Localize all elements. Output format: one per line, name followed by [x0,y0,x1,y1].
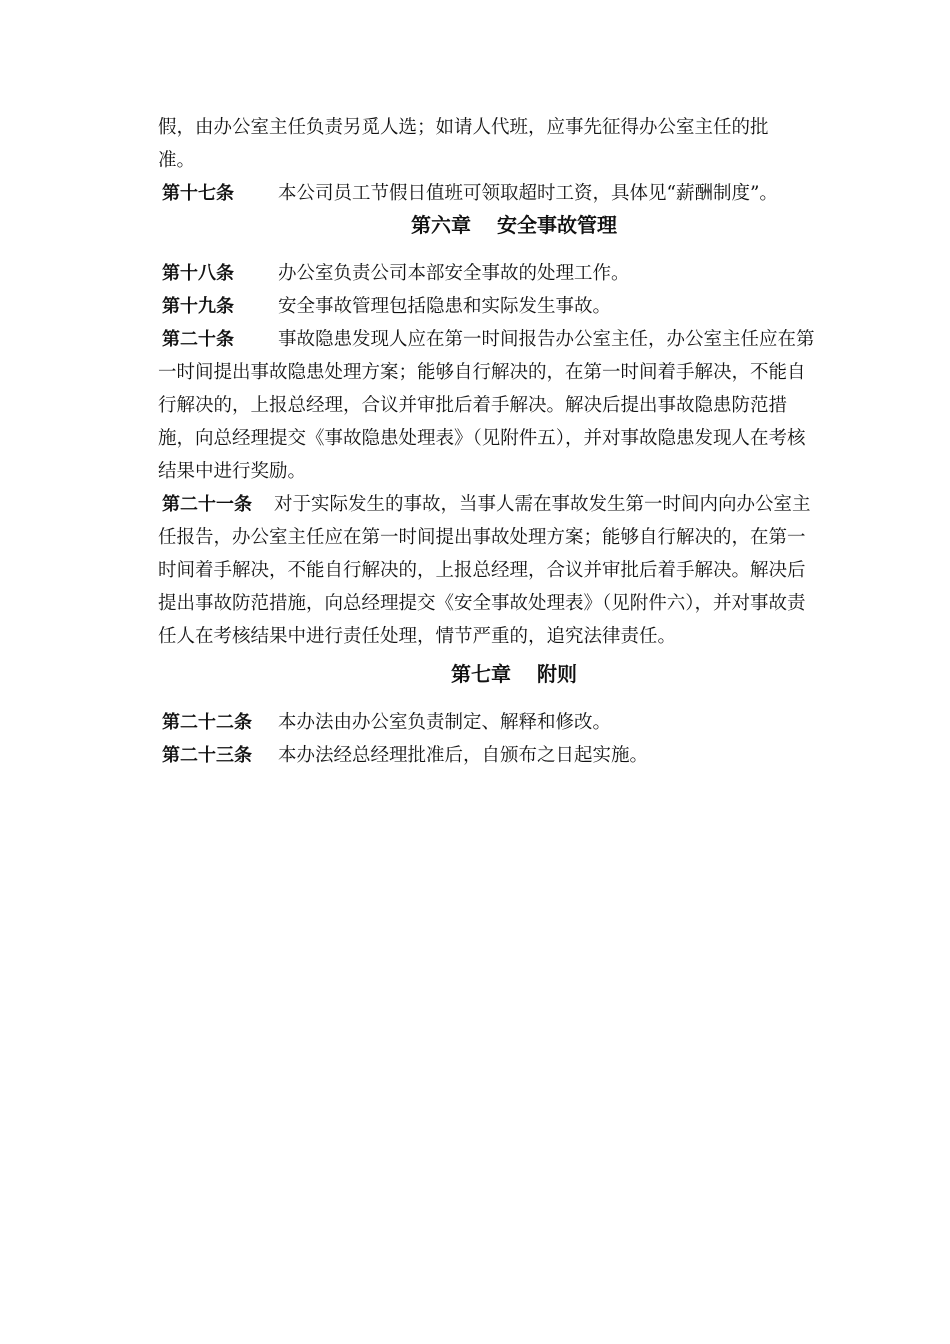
chapter-title: 安全事故管理 [497,213,617,237]
article-18 [158,257,818,290]
article-text: 对于实际发生的事故，当事人需在事故发生第一时间内向办公室主任报告，办公室主任应在第一时间提出事故处理方案；能够自行解决的，在第一时间着手解决，不能自行解决的，上报总经理，合议并审批后着手解决。解决后提出事故防范措施，向总经理提交《安全事故处理表》（见附件六），并对事故责任人在考核结果中进行责任处理，情节严重的，追究法律责任。 [158,494,811,647]
article-text: 办公室负责公司本部安全事故的处理工作。 [278,263,630,284]
article-22 [158,706,818,739]
article-text: 本办法经总经理批准后，自颁布之日起实施。 [278,745,649,766]
chapter-6-heading [154,210,874,240]
continuation-line-1: 假，由办公室主任负责另觅人选；如请人代班，应事先征得办公室主任的批 [158,117,769,138]
continuation-paragraph [158,111,818,177]
article-number: 第十九条 [162,296,234,317]
chapter-title: 附则 [537,662,577,686]
article-number: 第二十条 [162,329,234,350]
chapter-number: 第六章 [411,213,471,237]
article-number: 第十八条 [162,263,234,284]
article-number: 第二十三条 [162,745,252,766]
article-number: 第十七条 [162,183,234,204]
article-text: 安全事故管理包括隐患和实际发生事故。 [278,296,612,317]
article-number: 第二十二条 [162,712,252,733]
article-21 [158,488,818,653]
article-19 [158,290,818,323]
continuation-line-2: 准。 [158,150,196,171]
article-text: 事故隐患发现人应在第一时间报告办公室主任，办公室主任应在第一时间提出事故隐患处理方案；能够自行解决的，在第一时间着手解决，不能自行解决的，上报总经理，合议并审批后着手解决。解决后提出事故隐患防范措施，向总经理提交《事故隐患处理表》（见附件五），并对事故隐患发现人在考核结果中进行奖励。 [158,329,815,482]
article-number: 第二十一条 [162,494,252,515]
article-17 [158,177,818,210]
article-text: 本公司员工节假日值班可领取超时工资，具体见“薪酬制度”。 [278,183,778,204]
document-body [158,111,818,772]
article-text: 本办法由办公室负责制定、解释和修改。 [278,712,612,733]
article-20 [158,323,818,488]
article-23 [158,739,818,772]
chapter-7-heading [154,659,874,689]
chapter-number: 第七章 [451,662,511,686]
